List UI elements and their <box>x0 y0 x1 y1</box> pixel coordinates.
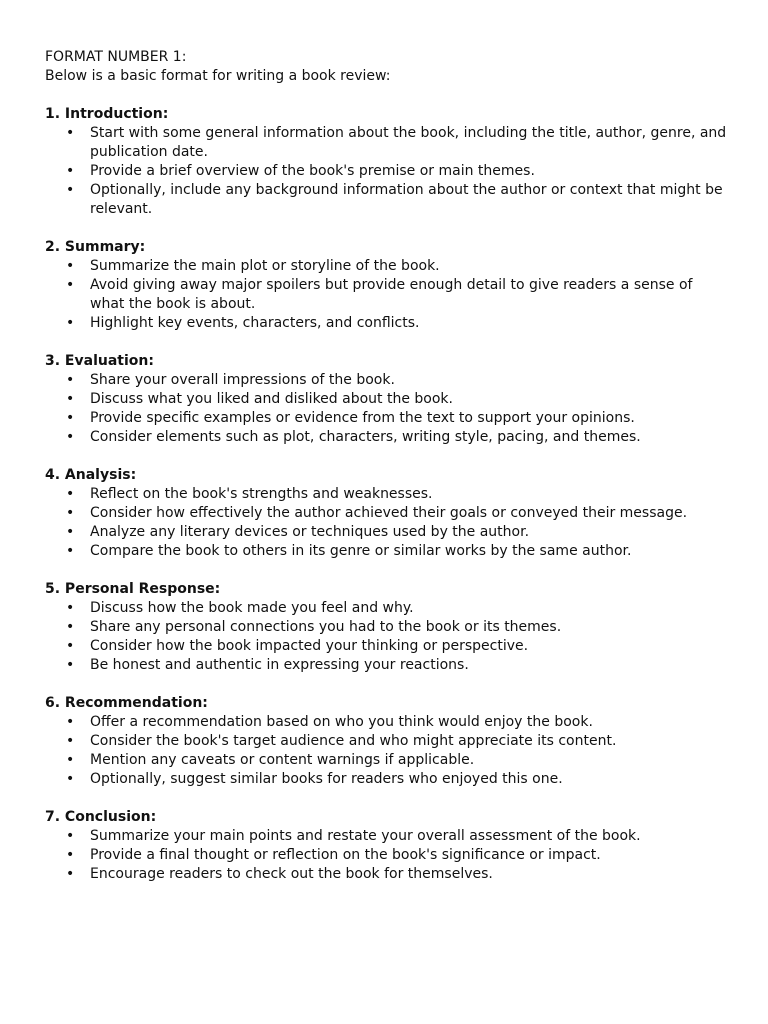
bullet-icon: • <box>66 182 75 198</box>
section-heading: 7. Conclusion: <box>45 809 157 825</box>
format-title: FORMAT NUMBER 1: <box>45 49 187 65</box>
list-item-text: Start with some general information about the book, including the title, author, genre, and publication date. <box>90 125 727 160</box>
bullet-list <box>45 257 728 333</box>
list-item-text: Provide a final thought or reflection on the book's significance or impact. <box>90 847 601 863</box>
bullet-icon: • <box>66 429 75 445</box>
list-item <box>45 371 728 390</box>
list-item <box>45 523 728 542</box>
list-item <box>45 409 728 428</box>
bullet-icon: • <box>66 657 75 673</box>
bullet-icon: • <box>66 771 75 787</box>
list-item <box>45 751 728 770</box>
bullet-icon: • <box>66 600 75 616</box>
list-item <box>45 124 728 162</box>
section-recommendation <box>45 694 728 789</box>
bullet-icon: • <box>66 828 75 844</box>
bullet-icon: • <box>66 163 75 179</box>
bullet-icon: • <box>66 733 75 749</box>
bullet-icon: • <box>66 752 75 768</box>
list-item-text: Be honest and authentic in expressing your reactions. <box>90 657 469 673</box>
list-item-text: Offer a recommendation based on who you think would enjoy the book. <box>90 714 593 730</box>
list-item-text: Summarize the main plot or storyline of the book. <box>90 258 440 274</box>
bullet-list <box>45 713 728 789</box>
list-item <box>45 428 728 447</box>
list-item <box>45 162 728 181</box>
list-item-text: Provide specific examples or evidence from the text to support your opinions. <box>90 410 635 426</box>
bullet-list <box>45 124 728 219</box>
list-item-text: Provide a brief overview of the book's premise or main themes. <box>90 163 535 179</box>
bullet-list <box>45 371 728 447</box>
bullet-icon: • <box>66 524 75 540</box>
list-item <box>45 865 728 884</box>
list-item-text: Highlight key events, characters, and conflicts. <box>90 315 420 331</box>
list-item <box>45 276 728 314</box>
bullet-icon: • <box>66 258 75 274</box>
bullet-icon: • <box>66 410 75 426</box>
bullet-icon: • <box>66 543 75 559</box>
list-item <box>45 637 728 656</box>
section-summary <box>45 238 728 333</box>
bullet-icon: • <box>66 486 75 502</box>
list-item <box>45 618 728 637</box>
sections-container <box>45 105 728 884</box>
list-item-text: Consider elements such as plot, characters, writing style, pacing, and themes. <box>90 429 641 445</box>
list-item-text: Consider how effectively the author achieved their goals or conveyed their message. <box>90 505 688 521</box>
list-item <box>45 656 728 675</box>
list-item <box>45 257 728 276</box>
list-item-text: Discuss what you liked and disliked about the book. <box>90 391 453 407</box>
bullet-icon: • <box>66 847 75 863</box>
list-item-text: Analyze any literary devices or techniques used by the author. <box>90 524 530 540</box>
bullet-icon: • <box>66 866 75 882</box>
list-item <box>45 846 728 865</box>
bullet-icon: • <box>66 372 75 388</box>
list-item <box>45 732 728 751</box>
bullet-list <box>45 827 728 884</box>
bullet-icon: • <box>66 505 75 521</box>
bullet-icon: • <box>66 391 75 407</box>
bullet-icon: • <box>66 619 75 635</box>
list-item-text: Optionally, include any background information about the author or context that might be relevant. <box>90 182 723 217</box>
bullet-icon: • <box>66 125 75 141</box>
list-item <box>45 390 728 409</box>
list-item-text: Encourage readers to check out the book for themselves. <box>90 866 493 882</box>
bullet-icon: • <box>66 638 75 654</box>
bullet-icon: • <box>66 277 75 293</box>
list-item-text: Consider the book's target audience and who might appreciate its content. <box>90 733 617 749</box>
section-introduction <box>45 105 728 219</box>
section-heading: 6. Recommendation: <box>45 695 208 711</box>
list-item <box>45 485 728 504</box>
section-heading: 1. Introduction: <box>45 106 169 122</box>
section-heading: 5. Personal Response: <box>45 581 221 597</box>
bullet-icon: • <box>66 315 75 331</box>
section-heading: 3. Evaluation: <box>45 353 154 369</box>
list-item-text: Reflect on the book's strengths and weaknesses. <box>90 486 433 502</box>
section-conclusion <box>45 808 728 884</box>
list-item <box>45 599 728 618</box>
list-item-text: Compare the book to others in its genre or similar works by the same author. <box>90 543 632 559</box>
list-item <box>45 181 728 219</box>
list-item-text: Share any personal connections you had to the book or its themes. <box>90 619 562 635</box>
section-analysis <box>45 466 728 561</box>
list-item-text: Mention any caveats or content warnings if applicable. <box>90 752 475 768</box>
list-item-text: Discuss how the book made you feel and why. <box>90 600 414 616</box>
section-evaluation <box>45 352 728 447</box>
list-item-text: Share your overall impressions of the book. <box>90 372 395 388</box>
section-heading: 2. Summary: <box>45 239 146 255</box>
list-item-text: Consider how the book impacted your thinking or perspective. <box>90 638 529 654</box>
list-item <box>45 542 728 561</box>
list-item-text: Avoid giving away major spoilers but provide enough detail to give readers a sense of what the book is about. <box>90 277 693 312</box>
list-item-text: Summarize your main points and restate your overall assessment of the book. <box>90 828 641 844</box>
document-subtitle: Below is a basic format for writing a book review: <box>45 68 391 84</box>
list-item <box>45 827 728 846</box>
list-item <box>45 770 728 789</box>
list-item <box>45 314 728 333</box>
section-personal-response <box>45 580 728 675</box>
list-item-text: Optionally, suggest similar books for readers who enjoyed this one. <box>90 771 563 787</box>
bullet-icon: • <box>66 714 75 730</box>
bullet-list <box>45 599 728 675</box>
bullet-list <box>45 485 728 561</box>
list-item <box>45 713 728 732</box>
section-heading: 4. Analysis: <box>45 467 137 483</box>
list-item <box>45 504 728 523</box>
